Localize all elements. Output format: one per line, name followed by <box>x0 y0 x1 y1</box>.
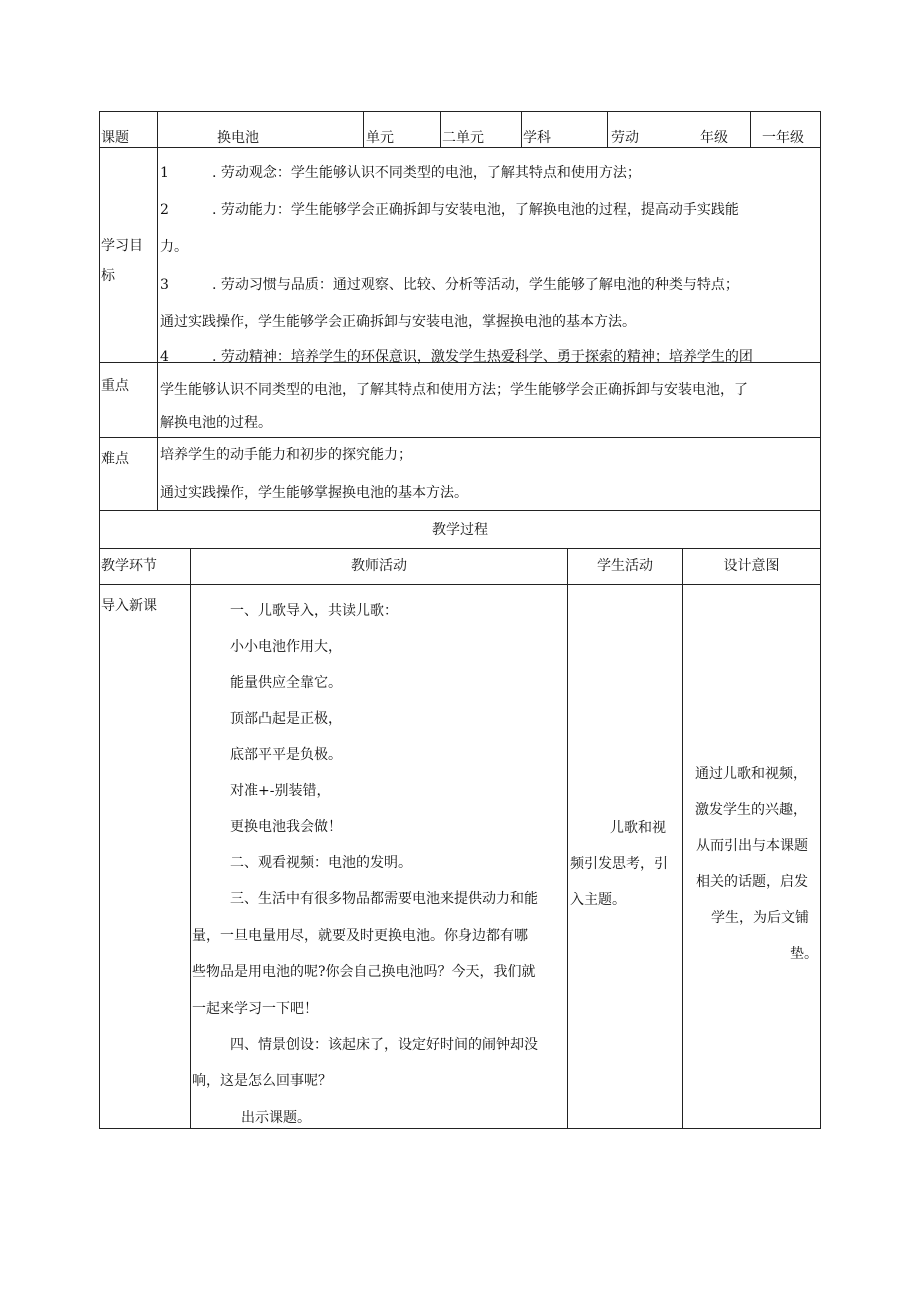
subject-value: 劳动 <box>611 130 639 146</box>
teacher-line: 量，一旦电量用尽，就要及时更换电池。你身边都有哪 <box>192 928 528 944</box>
objective-num: 3 <box>160 277 169 293</box>
key-points-line: 解换电池的过程。 <box>160 415 272 431</box>
intent-line: 激发学生的兴趣， <box>695 802 807 818</box>
header-intent: 设计意图 <box>723 558 780 574</box>
objective-text: . 劳动精神：培养学生的环保意识，激发学生热爱科学、勇于探索的精神；培养学生的团 <box>212 349 753 365</box>
header-student: 学生活动 <box>597 558 653 574</box>
grade-value: 一年级 <box>762 130 804 146</box>
teacher-line: 一起来学习一下吧！ <box>192 1001 318 1017</box>
teacher-line: 小小电池作用大， <box>230 639 342 655</box>
objective-text: . 劳动观念：学生能够认识不同类型的电池，了解其特点和使用方法； <box>212 165 641 181</box>
key-points-line: 学生能够认识不同类型的电池，了解其特点和使用方法；学生能够学会正确拆卸与安装电池，了 <box>160 382 748 398</box>
intent-line: 通过儿歌和视频， <box>695 766 807 782</box>
intent-line: 相关的话题，启发 <box>696 874 808 890</box>
teacher-line: 能量供应全靠它。 <box>230 675 342 691</box>
intent-line: 从而引出与本课题 <box>696 838 808 854</box>
objectives-label-line2: 标 <box>101 268 115 284</box>
header-teacher: 教师活动 <box>351 558 407 574</box>
objective-text: . 劳动习惯与品质：通过观察、比较、分析等活动，学生能够了解电池的种类与特点； <box>212 277 739 293</box>
header-stage: 教学环节 <box>101 558 157 574</box>
teacher-line: 二、观看视频：电池的发明。 <box>230 855 412 871</box>
teacher-line: 三、生活中有很多物品都需要电池来提供动力和能 <box>230 891 538 907</box>
teacher-line: 响，这是怎么回事呢？ <box>192 1073 332 1089</box>
teacher-line: 出示课题。 <box>241 1110 311 1126</box>
objective-num: 4 <box>160 349 169 365</box>
difficulties-line: 培养学生的动手能力和初步的探究能力； <box>160 447 412 463</box>
teacher-line: 一、儿歌导入，共读儿歌： <box>230 603 398 619</box>
objective-num: 2 <box>160 202 169 218</box>
difficulties-label: 难点 <box>101 451 129 467</box>
subject-label: 学科 <box>523 130 551 146</box>
intent-line: 垫。 <box>790 946 818 962</box>
key-points-label: 重点 <box>101 378 129 394</box>
process-title: 教学过程 <box>432 522 488 538</box>
objective-num: 1 <box>160 165 169 181</box>
objective-text: . 劳动能力：学生能够学会正确拆卸与安装电池，了解换电池的过程，提高动手实践能 <box>212 202 739 218</box>
unit-label: 单元 <box>366 130 394 146</box>
teacher-line: 底部平平是负极。 <box>230 747 342 763</box>
teacher-line: 顶部凸起是正极， <box>230 711 342 727</box>
topic-label: 课题 <box>101 130 129 146</box>
grade-label: 年级 <box>700 130 728 146</box>
stage-name: 导入新课 <box>101 598 157 614</box>
teacher-line: 些物品是用电池的呢?你会自己换电池吗？今天，我们就 <box>192 964 536 980</box>
topic-value: 换电池 <box>217 130 259 146</box>
teacher-line: 四、情景创设：该起床了，设定好时间的闹钟却没 <box>230 1037 538 1053</box>
objective-text: 通过实践操作，学生能够学会正确拆卸与安装电池，掌握换电池的基本方法。 <box>160 314 636 330</box>
objective-text: 力。 <box>160 239 188 255</box>
difficulties-line: 通过实践操作，学生能够掌握换电池的基本方法。 <box>160 485 468 501</box>
teacher-line: 对准+-别装错， <box>230 783 331 799</box>
student-line: 入主题。 <box>570 892 626 908</box>
teacher-line: 更换电池我会做！ <box>230 819 342 835</box>
unit-value: 二单元 <box>442 130 484 146</box>
intent-line: 学生，为后文铺 <box>711 910 809 926</box>
student-line: 频引发思考，引 <box>570 856 668 872</box>
objectives-label-line1: 学习目 <box>101 238 143 254</box>
student-line: 儿歌和视 <box>610 820 666 836</box>
